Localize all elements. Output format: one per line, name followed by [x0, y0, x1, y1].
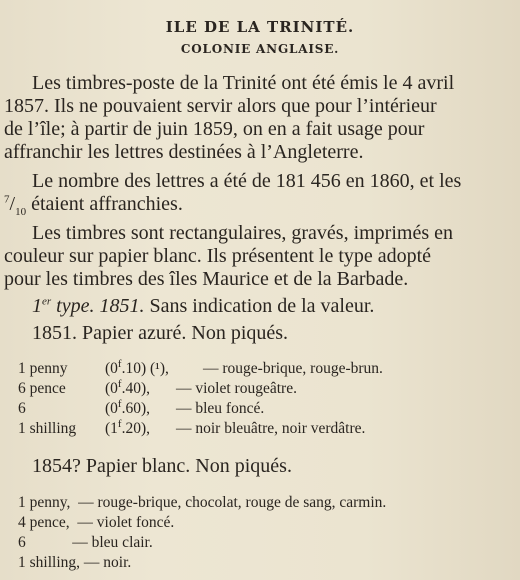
- section-1-denomination: 1 shilling: [18, 420, 77, 437]
- paragraph-2-line-1: Le nombre des lettres a été de 181 456 en 1860, et les: [32, 170, 462, 192]
- section-1-heading: 1851. Papier azuré. Non piqués.: [32, 322, 289, 344]
- price-amount: (0: [105, 360, 118, 377]
- section-2-row: 4 pence, — violet foncé.: [18, 514, 175, 531]
- price-unit: f: [117, 357, 122, 370]
- section-1-denomination: 6 pence: [18, 380, 66, 397]
- type-ordinal: er: [42, 295, 52, 308]
- section-2-row: 1 penny, — rouge-brique, chocolat, rouge de sang, carmin.: [18, 494, 387, 511]
- price-amount: (0: [105, 380, 118, 397]
- price-decimals: .60),: [121, 400, 151, 417]
- footnote-ref: (¹),: [146, 360, 169, 377]
- type-label: [32, 295, 144, 317]
- price-decimals: .10): [121, 360, 147, 377]
- page-title: ILE DE LA TRINITÉ.: [165, 18, 355, 36]
- paragraph-2-line-2-text: étaient affranchies.: [26, 193, 183, 215]
- price-unit: f: [117, 377, 122, 390]
- type-number: 1: [32, 295, 42, 317]
- fraction-numerator: 7: [4, 193, 10, 206]
- section-1-price: [105, 377, 151, 398]
- paragraph-1-line-1: Les timbres-poste de la Trinité ont été émis le 4 avril: [32, 72, 455, 94]
- section-1-color-description: — rouge-brique, rouge-brun.: [203, 360, 383, 377]
- paragraph-1-line-3: de l’île; à partir de juin 1859, on en a fait usage pour: [4, 118, 425, 140]
- price-unit: f: [117, 397, 122, 410]
- section-1-price: [105, 357, 169, 378]
- section-2-row: 1 shilling, — noir.: [18, 554, 132, 571]
- section-1-color-description: — bleu foncé.: [176, 400, 265, 417]
- section-2-row: 6 — bleu clair.: [18, 534, 153, 551]
- price-decimals: .20),: [121, 420, 151, 437]
- paragraph-1-line-4: affranchir les lettres destinées à l’Angleterre.: [4, 141, 364, 163]
- paragraph-3-line-2: couleur sur papier blanc. Ils présentent le type adopté: [4, 245, 432, 267]
- page-subtitle: COLONIE ANGLAISE.: [180, 42, 340, 56]
- section-1-color-description: — violet rougeâtre.: [176, 380, 297, 397]
- section-2-heading: 1854? Papier blanc. Non piqués.: [32, 455, 292, 477]
- section-1-denomination: 6: [18, 400, 26, 417]
- type-year: type. 1851.: [51, 295, 145, 317]
- price-decimals: .40),: [121, 380, 151, 397]
- type-heading: [32, 295, 374, 317]
- fraction-denominator: 10: [15, 206, 27, 218]
- price-amount: (1: [105, 420, 118, 437]
- section-1-denomination: 1 penny: [18, 360, 68, 377]
- section-1-price: [105, 417, 151, 438]
- section-1-color-description: — noir bleuâtre, noir verdâtre.: [176, 420, 366, 437]
- price-amount: (0: [105, 400, 118, 417]
- paragraph-1-line-2: 1857. Ils ne pouvaient servir alors que pour l’intérieur: [4, 95, 437, 117]
- paragraph-2-line-2: $^7/_{10}$ étaient affranchies.: [4, 193, 183, 218]
- paragraph-3-line-1: Les timbres sont rectangulaires, gravés, imprimés en: [32, 222, 453, 244]
- paragraph-3-line-3: pour les timbres des îles Maurice et de la Barbade.: [4, 268, 409, 290]
- type-description: Sans indication de la valeur.: [144, 295, 375, 317]
- section-1-price: [105, 397, 151, 418]
- price-unit: f: [117, 417, 122, 430]
